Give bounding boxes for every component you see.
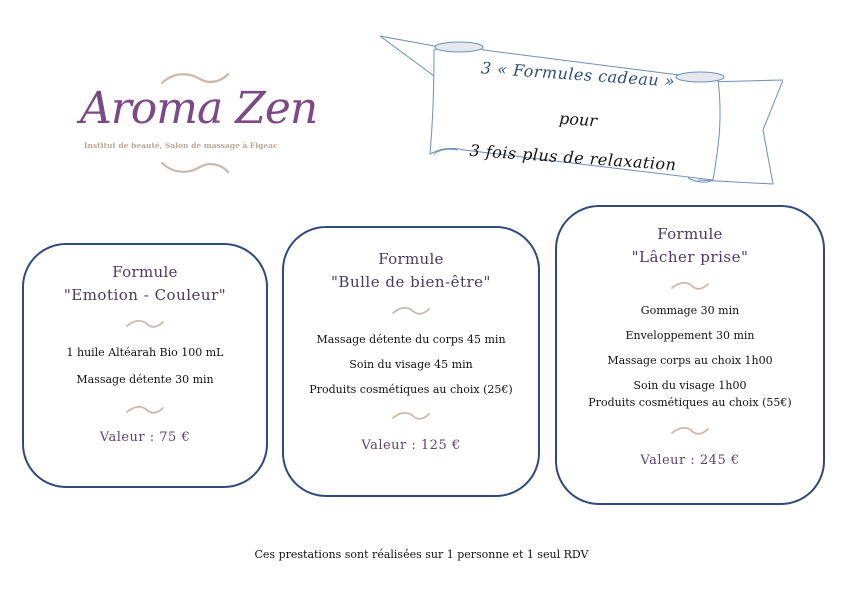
list-item: Gommage 30 min	[640, 304, 740, 317]
formula-price: Valeur : 125 €	[361, 438, 461, 453]
list-item: Produits cosmétiques au choix (55€)	[588, 396, 792, 409]
logo-subtitle: Institut de beauté, Salon de massage à Figeac	[84, 141, 278, 150]
formula-card-bulle	[282, 226, 540, 497]
formula-name: "Bulle de bien-être"	[331, 273, 491, 291]
banner-tagline: 3 fois plus de relaxation	[468, 140, 678, 175]
formula-kicker: Formule	[112, 263, 178, 281]
gift-formula-banner	[378, 30, 783, 190]
formula-kicker: Formule	[378, 250, 444, 268]
formula-name: "Emotion - Couleur"	[63, 286, 227, 304]
formula-price: Valeur : 245 €	[640, 453, 740, 468]
formula-price: Valeur : 75 €	[99, 430, 191, 445]
formula-card-emotion	[22, 243, 268, 488]
list-item: 1 huile Altéarah Bio 100 mL	[66, 346, 224, 359]
list-item: Soin du visage 45 min	[349, 358, 473, 371]
brand-logo	[70, 65, 330, 180]
formula-card-lacher-prise	[555, 205, 825, 505]
footer-note: Ces prestations sont réalisées sur 1 personne et 1 seul RDV	[254, 548, 589, 561]
banner-headline: 3 « Formules cadeau »	[480, 58, 676, 91]
formula-kicker: Formule	[657, 225, 723, 243]
ornament-swirl-icon	[670, 280, 710, 292]
list-item: Massage corps au choix 1h00	[607, 354, 773, 367]
ornament-swirl-icon	[160, 159, 230, 175]
ornament-swirl-icon	[125, 318, 165, 330]
ornament-swirl-icon	[125, 404, 165, 416]
list-item: Soin du visage 1h00	[633, 379, 747, 392]
ornament-swirl-icon	[670, 425, 710, 437]
ornament-swirl-icon	[391, 305, 431, 317]
list-item: Massage détente du corps 45 min	[316, 333, 506, 346]
formula-name: "Lâcher prise"	[631, 248, 749, 266]
ornament-swirl-icon	[391, 410, 431, 422]
logo-title: Aroma Zen	[80, 83, 318, 134]
banner-connector: pour	[558, 108, 598, 131]
list-item: Produits cosmétiques au choix (25€)	[309, 383, 513, 396]
list-item: Enveloppement 30 min	[625, 329, 755, 342]
list-item: Massage détente 30 min	[76, 373, 214, 386]
